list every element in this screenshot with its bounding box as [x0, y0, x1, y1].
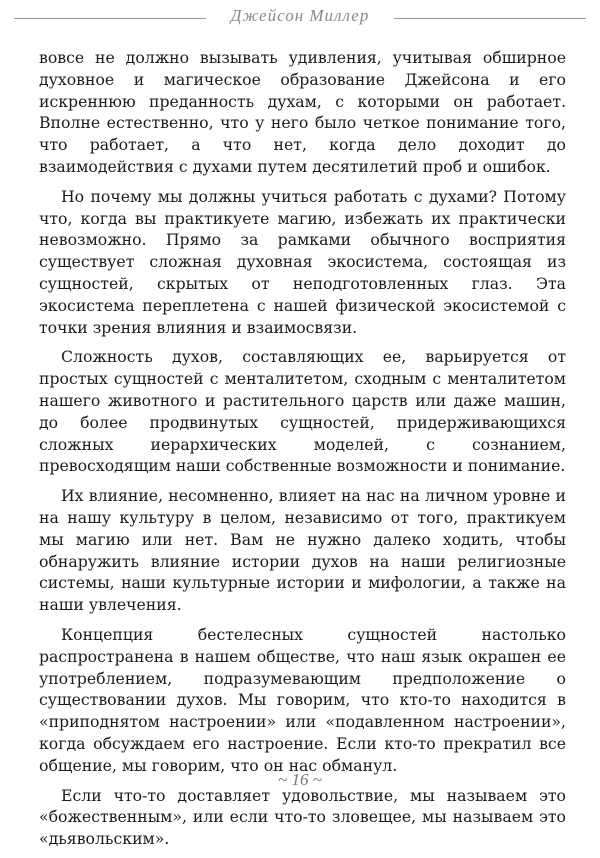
header-rule-right — [394, 18, 586, 19]
running-title: Джейсон Миллер — [225, 4, 376, 28]
body-text — [39, 47, 566, 858]
paragraph: Концепция бестелесных сущностей настолько распространена в нашем обществе, что наш язык окрашен ее употреблением, подразумевающим предположение о существовании духов. Мы говорим, что кто-то находится в «приподнятом настроении» или «подавленном настроении», когда обсуждаем его настроение. Если кто-то прекратил все общение, мы говорим, что он нас обманул. — [39, 624, 566, 775]
running-header — [0, 4, 600, 28]
paragraph: Но почему мы должны учиться работать с духами? Потому что, когда вы практикуете магию, избежать их практически невозможно. Прямо за рамками обычного восприятия существует сложная духовная экосистема, состоящая из сущностей, скрытых от неподготовленных глаз. Эта экосистема переплетена с нашей физической экосистемой с точки зрения влияния и взаимосвязи. — [39, 186, 566, 337]
paragraph: Их влияние, несомненно, влияет на нас на личном уровне и на нашу культуру в целом, независимо от того, практикуем мы магию или нет. Вам не нужно далеко ходить, чтобы обнаружить влияние истории духов на наши религиозные системы, наши культурные истории и мифологии, а также на наши увлечения. — [39, 486, 566, 615]
paragraph: Сложность духов, составляющих ее, варьируется от простых сущностей с менталитетом, сходным с менталитетом нашего животного и растительного царств или даже машин, до более продвинутых сущностей, придерживающихся сложных иерархических моделей, с сознанием, превосходящим наши собственные возможности и понимание. — [39, 347, 566, 476]
paragraph: вовсе не должно вызывать удивления, учитывая обширное духовное и магическое образование Джейсона и его искреннюю преданность духам, с которыми он работает. Вполне естественно, что у него было четкое понимание того, что работает, а что нет, когда дело доходит до взаимодействия с духами путем десятилетий проб и ошибок. — [39, 48, 566, 176]
page-number: ~ 16 ~ — [278, 770, 322, 789]
header-rule-left — [14, 18, 206, 19]
paragraph: Если что-то доставляет удовольствие, мы называем это «божественным», или если что-то зловещее, мы называем это «дьявольским». — [39, 785, 566, 849]
